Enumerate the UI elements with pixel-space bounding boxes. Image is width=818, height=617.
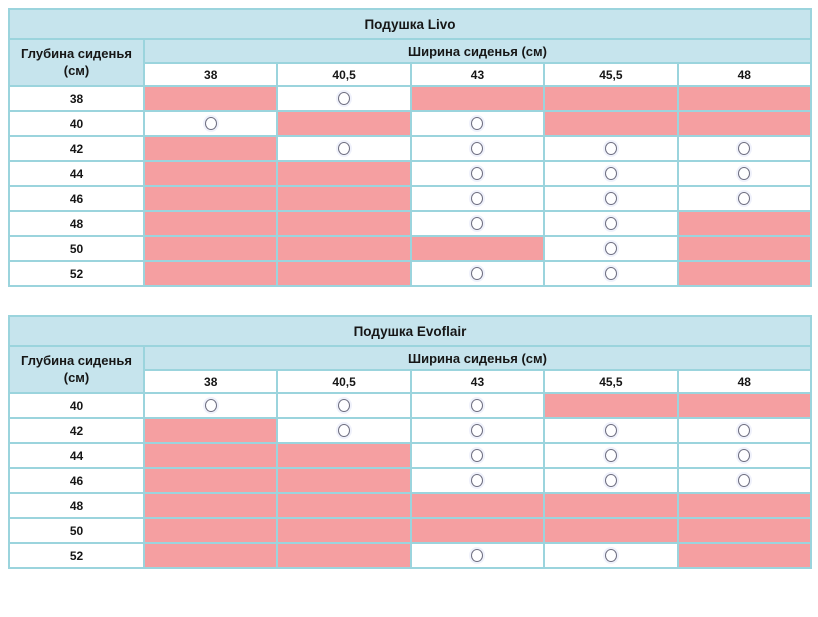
circle-icon (605, 474, 617, 487)
availability-cell-unavailable (277, 493, 410, 518)
circle-icon (471, 474, 483, 487)
circle-icon (738, 167, 750, 180)
availability-cell-unavailable (544, 518, 677, 543)
circle-icon (338, 142, 350, 155)
seat-depth-header: Глубина сиденья (см) (9, 39, 144, 86)
seat-depth-header: Глубина сиденья (см) (9, 346, 144, 393)
table-row (9, 161, 811, 186)
availability-cell-available (544, 261, 677, 286)
table-row (9, 543, 811, 568)
availability-cell-available (277, 418, 410, 443)
availability-cell-available (544, 161, 677, 186)
availability-cell-unavailable (277, 543, 410, 568)
availability-cell-unavailable (544, 393, 677, 418)
circle-icon (738, 424, 750, 437)
availability-cell-unavailable (411, 518, 544, 543)
depth-value-cell: 50 (9, 518, 144, 543)
availability-cell-unavailable (277, 443, 410, 468)
availability-cell-available (544, 443, 677, 468)
availability-cell-unavailable (277, 518, 410, 543)
table-row (9, 211, 811, 236)
width-value-header: 48 (678, 63, 811, 86)
availability-cell-available (411, 393, 544, 418)
availability-cell-unavailable (411, 493, 544, 518)
availability-cell-unavailable (544, 493, 677, 518)
circle-icon (605, 242, 617, 255)
circle-icon (205, 399, 217, 412)
circle-icon (471, 117, 483, 130)
depth-value-cell: 52 (9, 261, 144, 286)
availability-cell-unavailable (544, 111, 677, 136)
availability-cell-available (544, 236, 677, 261)
width-value-header: 45,5 (544, 370, 677, 393)
circle-icon (471, 192, 483, 205)
availability-cell-unavailable (277, 236, 410, 261)
depth-value-cell: 50 (9, 236, 144, 261)
availability-cell-unavailable (277, 111, 410, 136)
availability-cell-unavailable (144, 136, 277, 161)
cushion-table-1 (8, 8, 812, 287)
circle-icon (605, 142, 617, 155)
availability-cell-available (411, 136, 544, 161)
availability-cell-available (277, 136, 410, 161)
circle-icon (738, 192, 750, 205)
circle-icon (471, 549, 483, 562)
depth-value-cell: 46 (9, 186, 144, 211)
availability-cell-unavailable (678, 261, 811, 286)
availability-cell-unavailable (678, 86, 811, 111)
table-title: Подушка Evoflair (9, 316, 811, 346)
availability-cell-available (144, 393, 277, 418)
circle-icon (338, 399, 350, 412)
availability-cell-available (678, 161, 811, 186)
circle-icon (471, 142, 483, 155)
availability-cell-unavailable (678, 393, 811, 418)
width-value-header: 38 (144, 370, 277, 393)
seat-width-header: Ширина сиденья (см) (144, 346, 811, 370)
availability-cell-unavailable (411, 236, 544, 261)
availability-cell-available (544, 418, 677, 443)
depth-value-cell: 44 (9, 443, 144, 468)
availability-cell-unavailable (144, 261, 277, 286)
availability-cell-available (544, 468, 677, 493)
circle-icon (605, 449, 617, 462)
circle-icon (471, 399, 483, 412)
table-row (9, 468, 811, 493)
availability-cell-available (411, 443, 544, 468)
availability-cell-available (544, 543, 677, 568)
circle-icon (738, 474, 750, 487)
circle-icon (471, 424, 483, 437)
table-row (9, 418, 811, 443)
availability-cell-available (411, 111, 544, 136)
availability-cell-available (411, 211, 544, 236)
depth-value-cell: 40 (9, 393, 144, 418)
circle-icon (471, 267, 483, 280)
availability-cell-unavailable (144, 443, 277, 468)
availability-cell-unavailable (277, 161, 410, 186)
depth-value-cell: 48 (9, 211, 144, 236)
availability-cell-unavailable (544, 86, 677, 111)
width-value-header: 43 (411, 370, 544, 393)
availability-cell-available (678, 418, 811, 443)
availability-cell-unavailable (144, 161, 277, 186)
table-title: Подушка Livo (9, 9, 811, 39)
depth-value-cell: 38 (9, 86, 144, 111)
depth-value-cell: 42 (9, 136, 144, 161)
circle-icon (471, 449, 483, 462)
depth-value-cell: 48 (9, 493, 144, 518)
depth-value-cell: 40 (9, 111, 144, 136)
availability-cell-unavailable (678, 211, 811, 236)
circle-icon (605, 267, 617, 280)
availability-cell-available (544, 136, 677, 161)
availability-cell-unavailable (678, 518, 811, 543)
availability-cell-unavailable (678, 236, 811, 261)
table-row (9, 261, 811, 286)
availability-cell-available (411, 261, 544, 286)
availability-cell-available (411, 468, 544, 493)
width-value-header: 40,5 (277, 370, 410, 393)
table-row (9, 136, 811, 161)
availability-cell-unavailable (277, 468, 410, 493)
availability-cell-unavailable (277, 186, 410, 211)
availability-cell-available (144, 111, 277, 136)
table-row (9, 86, 811, 111)
availability-cell-available (678, 443, 811, 468)
seat-width-header: Ширина сиденья (см) (144, 39, 811, 63)
depth-value-cell: 46 (9, 468, 144, 493)
table-row (9, 518, 811, 543)
availability-cell-unavailable (277, 261, 410, 286)
availability-cell-unavailable (411, 86, 544, 111)
availability-cell-available (544, 186, 677, 211)
availability-cell-unavailable (144, 518, 277, 543)
availability-cell-unavailable (277, 211, 410, 236)
availability-cell-available (411, 543, 544, 568)
availability-cell-available (678, 136, 811, 161)
circle-icon (471, 167, 483, 180)
depth-value-cell: 44 (9, 161, 144, 186)
width-value-header: 38 (144, 63, 277, 86)
circle-icon (605, 192, 617, 205)
availability-cell-unavailable (678, 111, 811, 136)
circle-icon (471, 217, 483, 230)
depth-value-cell: 42 (9, 418, 144, 443)
availability-cell-unavailable (678, 493, 811, 518)
circle-icon (605, 217, 617, 230)
circle-icon (338, 92, 350, 105)
availability-cell-unavailable (144, 236, 277, 261)
width-value-header: 48 (678, 370, 811, 393)
circle-icon (738, 142, 750, 155)
availability-cell-available (277, 393, 410, 418)
availability-cell-unavailable (144, 86, 277, 111)
availability-cell-available (544, 211, 677, 236)
availability-cell-available (678, 468, 811, 493)
table-row (9, 443, 811, 468)
circle-icon (738, 449, 750, 462)
table-row (9, 493, 811, 518)
width-value-header: 45,5 (544, 63, 677, 86)
circle-icon (605, 167, 617, 180)
availability-cell-unavailable (144, 543, 277, 568)
circle-icon (605, 424, 617, 437)
availability-cell-available (411, 186, 544, 211)
width-value-header: 43 (411, 63, 544, 86)
table-row (9, 186, 811, 211)
availability-cell-unavailable (144, 418, 277, 443)
availability-cell-unavailable (144, 186, 277, 211)
circle-icon (205, 117, 217, 130)
availability-cell-available (411, 418, 544, 443)
availability-cell-unavailable (144, 468, 277, 493)
cushion-table-2 (8, 315, 812, 569)
availability-cell-unavailable (144, 211, 277, 236)
availability-cell-unavailable (678, 543, 811, 568)
circle-icon (338, 424, 350, 437)
availability-cell-unavailable (144, 493, 277, 518)
table-row (9, 236, 811, 261)
width-value-header: 40,5 (277, 63, 410, 86)
availability-cell-available (411, 161, 544, 186)
availability-cell-available (678, 186, 811, 211)
table-row (9, 393, 811, 418)
table-row (9, 111, 811, 136)
availability-cell-available (277, 86, 410, 111)
depth-value-cell: 52 (9, 543, 144, 568)
circle-icon (605, 549, 617, 562)
